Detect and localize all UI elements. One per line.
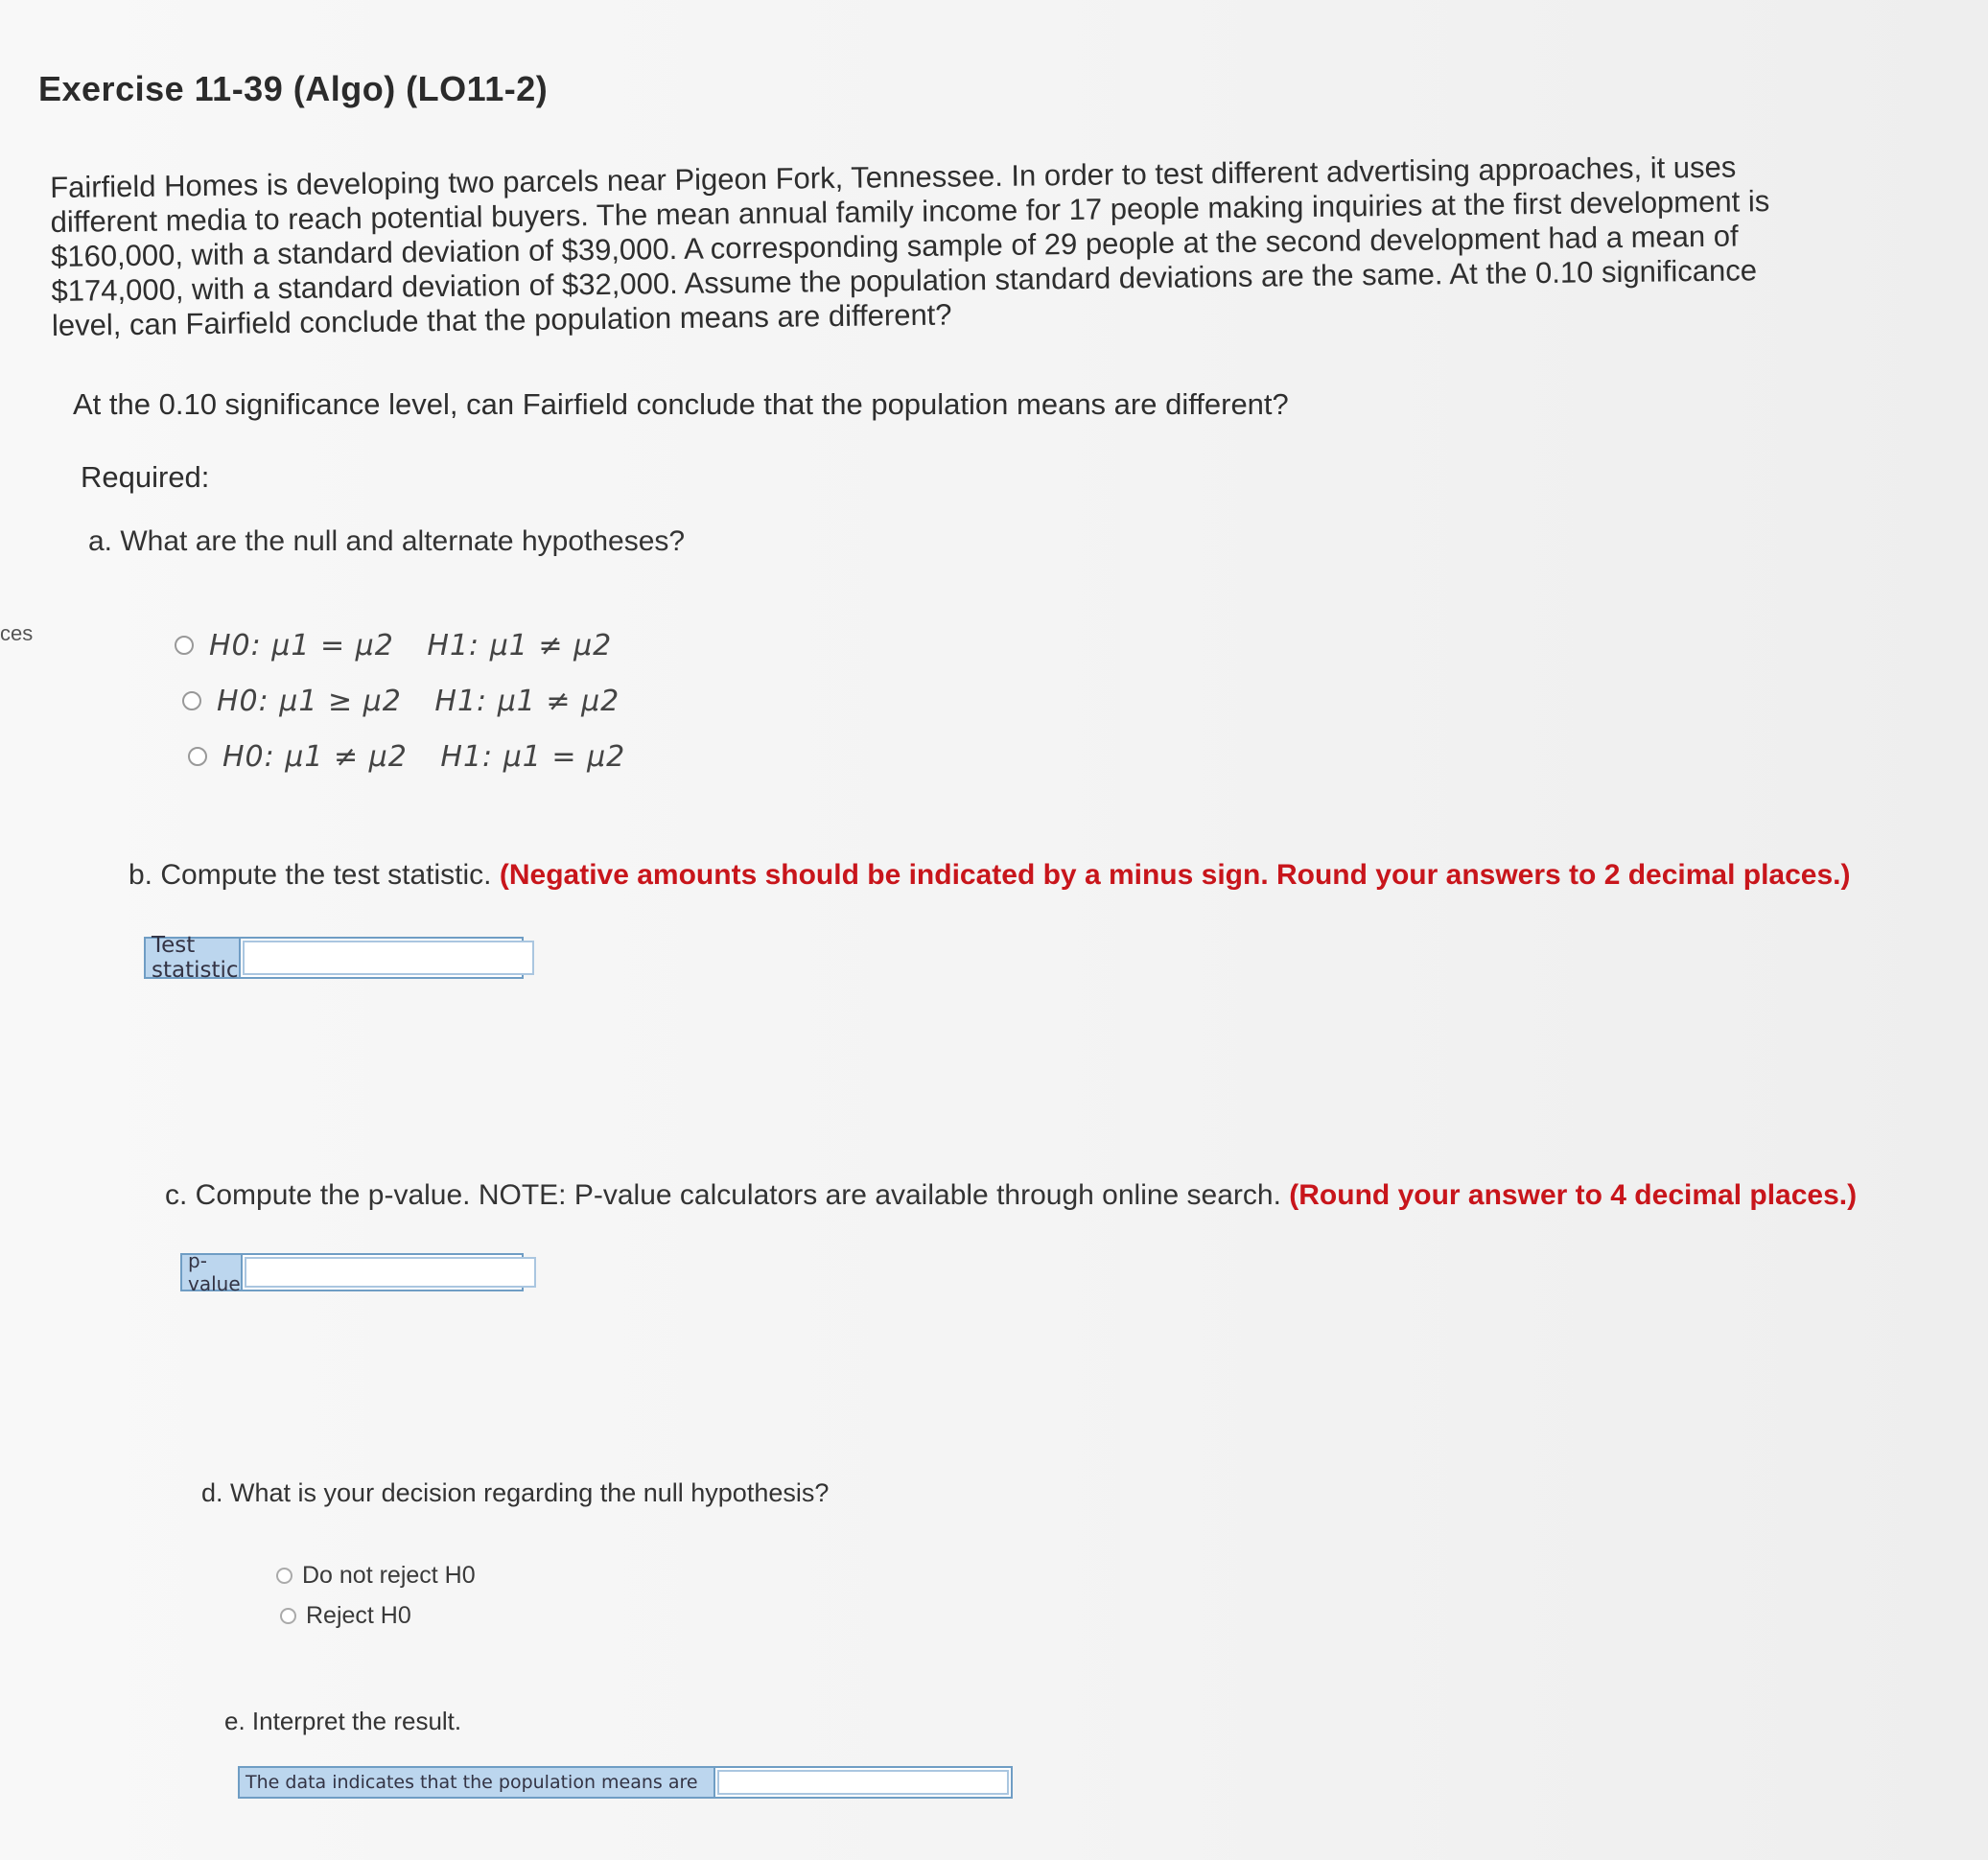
radio-icon[interactable] xyxy=(188,747,207,766)
decision-options xyxy=(276,1555,476,1636)
hypothesis-text xyxy=(217,685,620,718)
decision-option-label: Do not reject H0 xyxy=(302,1561,476,1589)
part-b-question-text: b. Compute the test statistic. xyxy=(129,859,492,891)
alternate-hypothesis: H1: μ1 ≠ μ2 xyxy=(427,628,613,663)
hypothesis-option-2[interactable] xyxy=(182,673,625,729)
alternate-hypothesis: H1: μ1 ≠ μ2 xyxy=(434,684,620,718)
decision-option-label: Reject H0 xyxy=(306,1601,411,1629)
interpretation-select[interactable] xyxy=(717,1770,1009,1795)
part-b-question xyxy=(129,859,1851,892)
radio-icon[interactable] xyxy=(280,1608,296,1624)
problem-statement: Fairfield Homes is developing two parcels near Pigeon Fork, Tennessee. In order to test different advertising approaches, it uses different media to reach potential buyers. The mean annual family income for 17 people making inquiries at the first development is $160,000, with a standard deviation of $39,000. A corresponding sample of 29 people at the second development had a mean of $174,000, with a standard deviation of $32,000. Assume the population standard deviations are the same. At the 0.10 significance level, can Fairfield conclude that the population means are different? xyxy=(50,150,1770,342)
decision-option-do-not-reject[interactable] xyxy=(276,1555,476,1595)
part-c-question xyxy=(165,1179,1857,1212)
part-c-instruction: (Round your answer to 4 decimal places.) xyxy=(1289,1179,1858,1211)
required-label: Required: xyxy=(81,460,210,494)
radio-icon[interactable] xyxy=(276,1568,292,1584)
part-b-instruction: (Negative amounts should be indicated by a minus sign. Round your answers to 2 decimal places.) xyxy=(499,859,1851,891)
part-c-question-text: c. Compute the p-value. NOTE: P-value calculators are available through online search. xyxy=(165,1179,1281,1211)
restated-question: At the 0.10 significance level, can Fairfield conclude that the population means are different? xyxy=(73,387,1289,421)
hypothesis-option-3[interactable] xyxy=(188,729,625,784)
radio-icon[interactable] xyxy=(175,636,194,655)
part-d-question: d. What is your decision regarding the null hypothesis? xyxy=(201,1478,830,1507)
hypothesis-text xyxy=(222,740,625,774)
side-panel-stub: ces xyxy=(0,621,34,645)
test-statistic-input[interactable] xyxy=(243,941,534,975)
interpretation-label: The data indicates that the population means are xyxy=(240,1768,715,1797)
alternate-hypothesis: H1: μ1 = μ2 xyxy=(440,739,626,774)
decision-option-reject[interactable] xyxy=(280,1595,476,1636)
p-value-label: p-value xyxy=(182,1255,243,1290)
hypothesis-text xyxy=(209,629,612,663)
hypothesis-option-1[interactable] xyxy=(175,617,625,673)
hypothesis-options xyxy=(175,617,625,784)
test-statistic-field xyxy=(144,933,524,983)
null-hypothesis: H0: μ1 ≥ μ2 xyxy=(217,684,402,718)
part-e-question: e. Interpret the result. xyxy=(224,1707,462,1735)
null-hypothesis: H0: μ1 ≠ μ2 xyxy=(222,739,408,774)
interpretation-field xyxy=(238,1766,1013,1799)
radio-icon[interactable] xyxy=(182,691,201,710)
p-value-input[interactable] xyxy=(245,1257,536,1288)
null-hypothesis: H0: μ1 = μ2 xyxy=(209,628,394,663)
test-statistic-label: Test statistic xyxy=(146,939,241,977)
exercise-title: Exercise 11-39 (Algo) (LO11-2) xyxy=(38,69,549,108)
p-value-field xyxy=(180,1249,524,1295)
part-a-question: a. What are the null and alternate hypotheses? xyxy=(88,525,686,557)
